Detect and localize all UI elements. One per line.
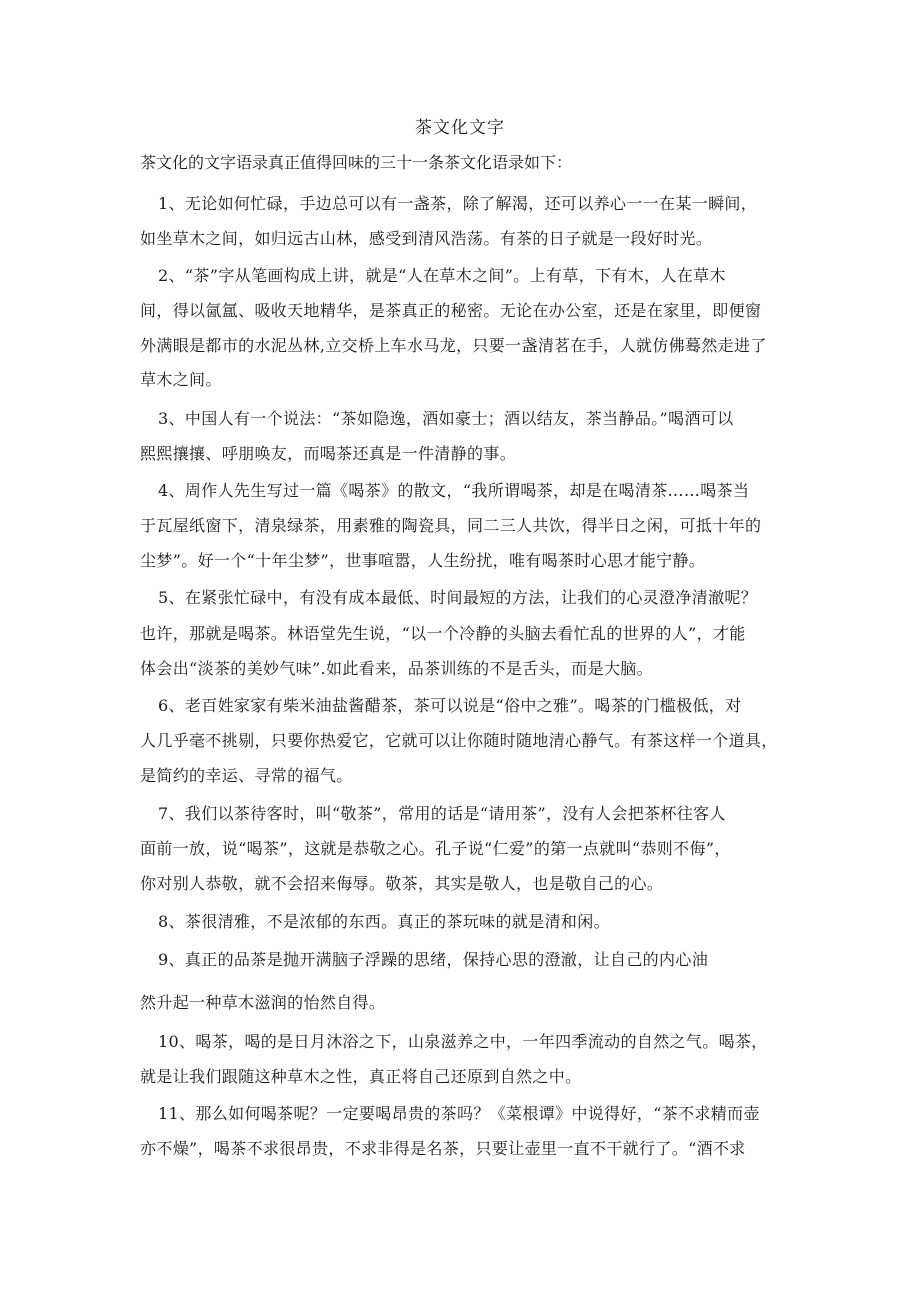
paragraph-line: 外满眼是都市的水泥丛林,立交桥上车水马龙，只要一盏清茗在手，人就仿佛蓦然走进了 — [140, 336, 767, 355]
paragraph-line: 体会出“淡茶的美妙气味”.如此看来，品茶训练的不是舌头，而是大脑。 — [140, 659, 653, 678]
paragraph-line: 8、茶很清雅，不是浓郁的东西。真正的茶玩味的就是清和闲。 — [158, 912, 610, 931]
paragraph-line: 如坐草木之间，如归远古山林，感受到清风浩荡。有茶的日子就是一段好时光。 — [140, 229, 713, 248]
paragraph-line: 7、我们以茶待客时，叫“敬茶”，常用的话是“请用茶”，没有人会把茶杯往客人 — [158, 804, 726, 823]
paragraph-line: 6、老百姓家家有柴米油盐酱醋茶，茶可以说是“俗中之雅”。喝茶的门槛极低，对 — [158, 696, 742, 715]
paragraph-line: 是简约的幸运、寻常的福气。 — [140, 766, 353, 785]
paragraph-line: 间，得以氤氲、吸收天地精华，是茶真正的秘密。无论在办公室，还是在家里，即便窗 — [140, 301, 762, 320]
paragraph-line: 尘梦”。好一个“十年尘梦”，世事喧嚣，人生纷扰，唯有喝茶时心思才能宁静。 — [140, 551, 706, 570]
paragraph-line: 5、在紧张忙碌中，有没有成本最低、时间最短的方法，让我们的心灵澄净清澈呢？ — [158, 588, 758, 607]
paragraph-line: 2、“茶”字从笔画构成上讲，就是“人在草木之间”。上有草，下有木，人在草木 — [158, 266, 726, 285]
paragraph-line: 11、那么如何喝茶呢？一定要喝昂贵的茶吗？《菜根谭》中说得好，“茶不求精而壶 — [158, 1104, 760, 1123]
paragraph-line: 熙熙攘攘、呼朋唤友，而喝茶还真是一件清静的事。 — [140, 444, 517, 463]
paragraph-line: 1、无论如何忙碌，手边总可以有一盏茶，除了解渴，还可以养心一一在某一瞬间， — [158, 194, 758, 213]
paragraph-line: 10、喝茶，喝的是日月沐浴之下，山泉滋养之中，一年四季流动的自然之气。喝茶， — [158, 1032, 768, 1051]
paragraph-line: 草木之间。 — [140, 370, 222, 389]
paragraph-line: 然升起一种草木滋润的怡然自得。 — [140, 993, 386, 1012]
paragraph-line: 人几乎毫不挑剔，只要你热爱它，它就可以让你随时随地清心静气。有茶这样一个道具， — [140, 731, 778, 750]
paragraph-line: 于瓦屋纸窗下，清泉绿茶，用素雅的陶瓷具，同二三人共饮，得半日之闲，可抵十年的 — [140, 516, 762, 535]
document-title: 茶文化文字 — [415, 118, 505, 138]
paragraph-line: 4、周作人先生写过一篇《喝茶》的散文，“我所谓喝茶，却是在喝清茶……喝茶当 — [158, 481, 750, 500]
intro-line: 茶文化的文字语录真正值得回味的三十一条茶文化语录如下： — [140, 153, 573, 172]
paragraph-line: 3、中国人有一个说法：“茶如隐逸，酒如豪士；酒以结友，茶当静品。”喝酒可以 — [158, 409, 734, 428]
paragraph-line: 9、真正的品茶是抛开满脑子浮躁的思绪，保持心思的澄澈，让自己的内心油 — [158, 950, 709, 969]
paragraph-line: 就是让我们跟随这种草木之性，真正将自己还原到自然之中。 — [140, 1067, 582, 1086]
paragraph-line: 你对别人恭敬，就不会招来侮辱。敬茶，其实是敬人，也是敬自己的心。 — [140, 874, 664, 893]
paragraph-line: 面前一放，说“喝茶”，这就是恭敬之心。孔子说“仁爱”的第一点就叫“恭则不侮”， — [140, 839, 731, 858]
paragraph-line: 也许，那就是喝茶。林语堂先生说，“以一个冷静的头脑去看忙乱的世界的人”，才能 — [140, 624, 746, 643]
paragraph-line: 亦不燥”，喝茶不求很昂贵，不求非得是名茶，只要让壶里一直不干就行了。“酒不求 — [140, 1139, 746, 1158]
